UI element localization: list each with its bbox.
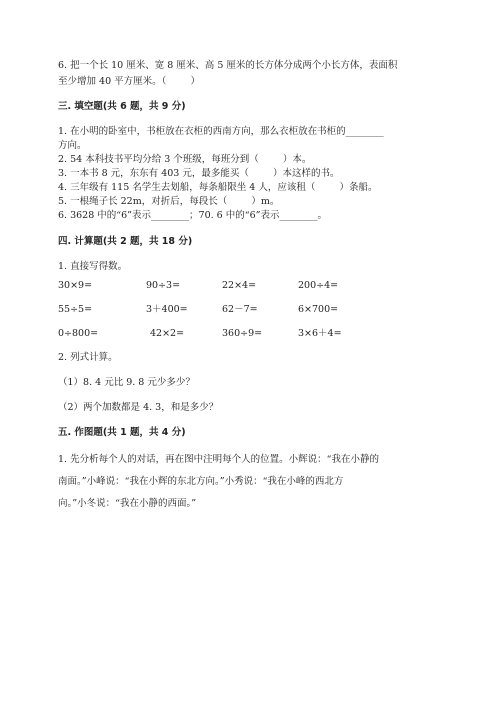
question-6-line-2: 至少增加 40 平方厘米。（ ） <box>58 76 201 87</box>
calc-subquestion-2: （2）两个加数都是 4. 3，和是多少？ <box>58 402 219 413</box>
calc-subquestion-1: （1）8. 4 元比 9. 8 元少多少？ <box>58 377 195 388</box>
fill-item-2: 2. 54 本科技书平均分给 3 个班级，每班分到（ ）本。 <box>58 154 312 165</box>
fill-item-6: 6. 3628 中的“6”表示________；70. 6 中的“6”表示________。 <box>58 210 327 221</box>
calc-question-2: 2. 列式计算。 <box>58 352 118 363</box>
fill-item-5: 5. 一根绳子长 22m，对折后，每段长（ ）m。 <box>58 196 280 207</box>
fill-item-1-line-1: 1. 在小明的卧室中，书柜放在衣柜的西南方向，那么衣柜放在书柜的________ <box>58 126 384 137</box>
math-cell: 3＋400= <box>146 304 188 315</box>
math-cell: 360÷9= <box>222 328 263 339</box>
math-cell: 55÷5= <box>58 304 93 315</box>
calc-question-1: 1. 直接写得数。 <box>58 261 128 272</box>
fill-item-3: 3. 一本书 8 元，东东有 403 元，最多能买（ ）本这样的书。 <box>58 168 340 179</box>
math-cell: 42×2= <box>150 328 185 339</box>
math-cell: 30×9= <box>58 280 93 291</box>
question-6-line-1: 6. 把一个长 10 厘米、宽 8 厘米、高 5 厘米的长方体分成两个小长方体，表面积 <box>58 60 398 71</box>
math-cell: 6×700= <box>298 304 339 315</box>
fill-item-1-line-2: 方向。 <box>58 140 87 151</box>
math-cell: 22×4= <box>222 280 257 291</box>
math-cell: 200÷4= <box>298 280 339 291</box>
section-4-title: 四. 计算题(共 2 题，共 18 分) <box>58 236 193 247</box>
math-cell: 90÷3= <box>146 280 181 291</box>
math-cell: 3×6＋4= <box>298 328 342 339</box>
section-3-title: 三. 填空题(共 6 题，共 9 分) <box>58 101 186 112</box>
drawing-question-line-2: 南面。”小峰说：“我在小辉的东北方向。”小秀说：“我在小峰的西北方 <box>58 476 344 487</box>
section-5-title: 五. 作图题(共 1 题，共 4 分) <box>58 427 186 438</box>
math-cell: 0÷800= <box>58 328 99 339</box>
drawing-question-line-3: 向。”小冬说：“我在小静的西面。” <box>58 498 197 509</box>
math-cell: 62－7= <box>222 304 258 315</box>
drawing-question-line-1: 1. 先分析每个人的对话，再在图中注明每个人的位置。小辉说：“我在小静的 <box>58 454 379 465</box>
fill-item-4: 4. 三年级有 115 名学生去划船，每条船限坐 4 人，应该租（ ）条船。 <box>58 182 378 193</box>
